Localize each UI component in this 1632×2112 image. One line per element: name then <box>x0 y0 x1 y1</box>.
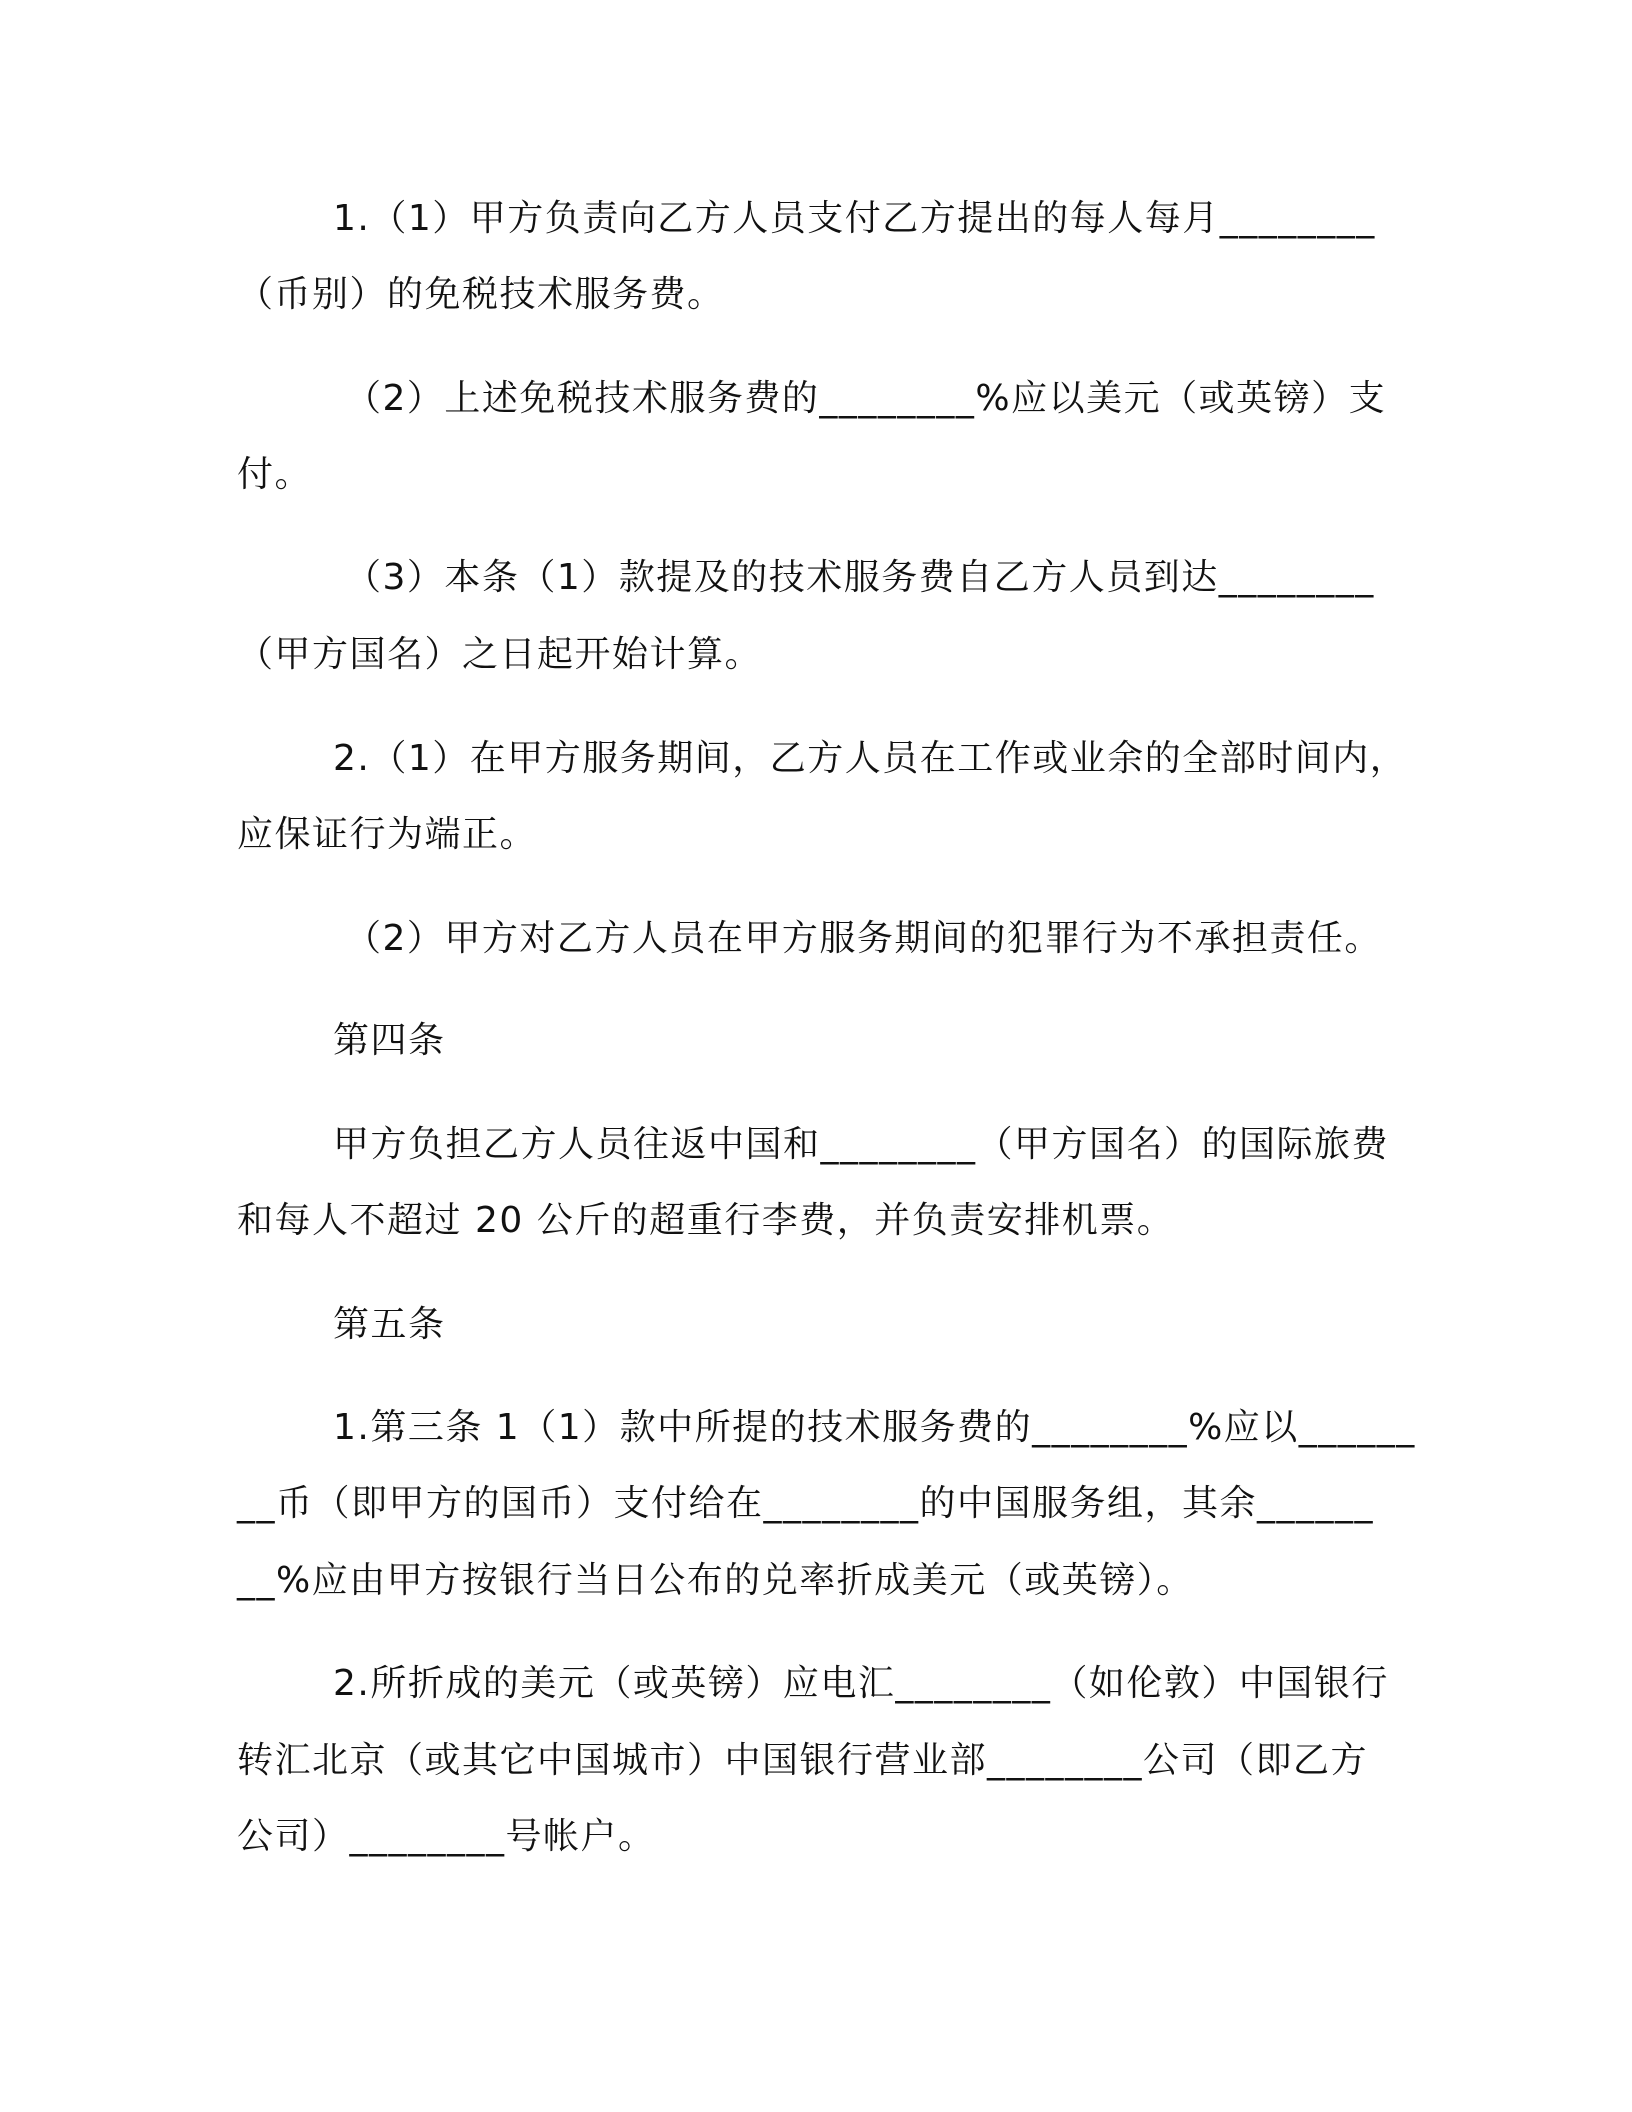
text-line: __币（即甲方的国币）支付给在________的中国服务组，其余______ <box>237 1483 1375 1524</box>
text-line: 和每人不超过 20 公斤的超重行李费，并负责安排机票。 <box>237 1200 1175 1241</box>
text-line: （币别）的免税技术服务费。 <box>237 274 725 315</box>
text-line: 转汇北京（或其它中国城市）中国银行营业部________公司（即乙方 <box>237 1740 1369 1781</box>
text-line: 1.（1）甲方负责向乙方人员支付乙方提出的每人每月________ <box>333 198 1376 239</box>
text-line: 应保证行为端正。 <box>237 814 538 855</box>
text-line: 甲方负担乙方人员往返中国和________（甲方国名）的国际旅费 <box>333 1124 1390 1165</box>
text-line: 公司）________号帐户。 <box>237 1816 656 1857</box>
text-line: 2.所折成的美元（或英镑）应电汇________（如伦敦）中国银行 <box>333 1663 1389 1704</box>
text-line: （甲方国名）之日起开始计算。 <box>237 634 763 675</box>
text-line: （2）上述免税技术服务费的________%应以美元（或英镑）支 <box>345 378 1387 419</box>
section-heading: 第五条 <box>333 1304 446 1345</box>
section-heading: 第四条 <box>333 1020 446 1061</box>
text-line: （3）本条（1）款提及的技术服务费自乙方人员到达________ <box>345 557 1375 598</box>
text-line: 1.第三条 1（1）款中所提的技术服务费的________%应以______ <box>333 1407 1416 1448</box>
text-line: 2.（1）在甲方服务期间，乙方人员在工作或业余的全部时间内， <box>333 738 1408 779</box>
text-line: __%应由甲方按银行当日公布的兑率折成美元（或英镑）。 <box>237 1560 1194 1601</box>
text-line: （2）甲方对乙方人员在甲方服务期间的犯罪行为不承担责任。 <box>345 918 1382 959</box>
text-line: 付。 <box>237 454 313 495</box>
